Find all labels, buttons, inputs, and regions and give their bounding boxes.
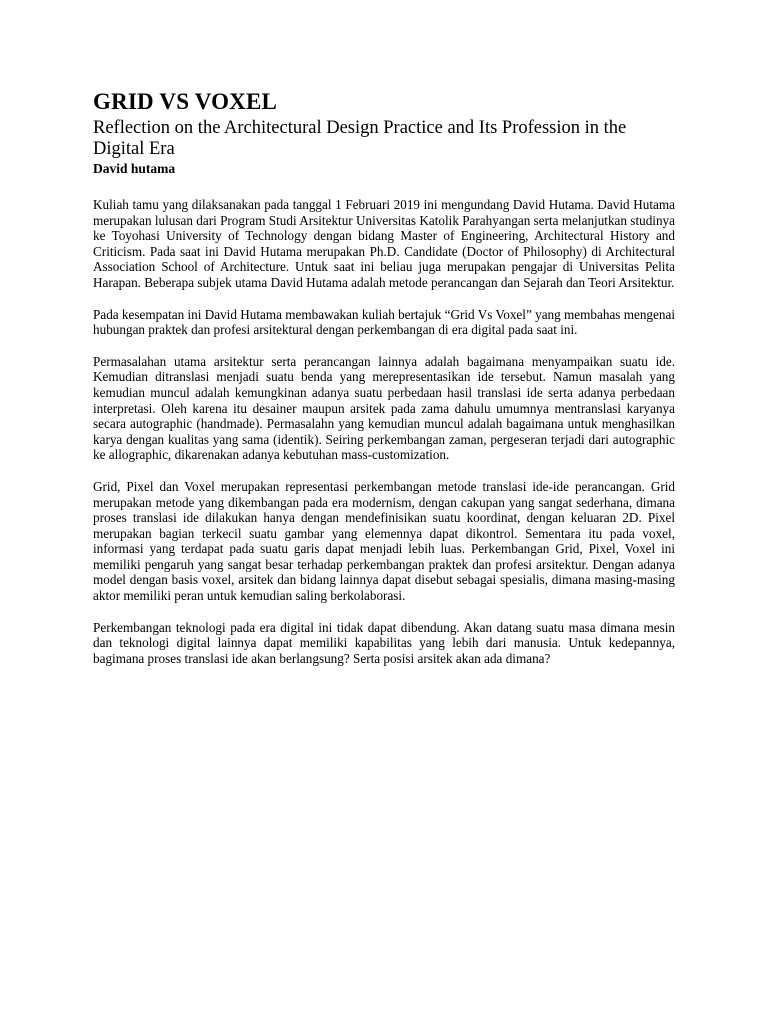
body-paragraph: Permasalahan utama arsitektur serta perancangan lainnya adalah bagaimana menyampaikan suatu ide. Kemudian ditranslasi menjadi suatu benda yang merepresentasikan ide tersebut. Namun masalah yang kemudian muncul adalah kemungkinan adanya suatu perbedaan hasil translasi ide serta adanya perbedaan interpretasi. Oleh karena itu desainer maupun arsitek pada zama dahulu umumnya mentranslasi karyanya secara autographic (handmade). Permasalahn yang kemudian muncul adalah bagaimana untuk menghasilkan karya dengan kualitas yang sama (identik). Seiring perkembangan zaman, pergeseran terjadi dari autographic ke allographic, dikarenakan adanya kebutuhan mass-customization. bbox=[93, 353, 675, 463]
body-paragraph: Perkembangan teknologi pada era digital ini tidak dapat dibendung. Akan datang suatu masa dimana mesin dan teknologi digital lainnya dapat memiliki kapabilitas yang lebih dari manusia. Untuk kedepannya, bagimana proses translasi ide akan berlangsung? Serta posisi arsitek akan ada dimana? bbox=[93, 619, 675, 666]
body-paragraph: Pada kesempatan ini David Hutama membawakan kuliah bertajuk “Grid Vs Voxel” yang membahas mengenai hubungan praktek dan profesi arsitektural dengan perkembangan di era digital pada saat ini. bbox=[93, 306, 675, 338]
document-body bbox=[93, 197, 675, 666]
document-subtitle: Reflection on the Architectural Design Practice and Its Profession in the Digital Era bbox=[93, 118, 627, 159]
document-author: David hutama bbox=[93, 161, 176, 176]
document-content bbox=[93, 88, 675, 682]
document-title: GRID VS VOXEL bbox=[93, 89, 278, 114]
body-paragraph: Grid, Pixel dan Voxel merupakan representasi perkembangan metode translasi ide-ide perancangan. Grid merupakan metode yang dikembangan pada era modernism, dengan cakupan yang sangat sederhana, dimana proses translasi ide dilakukan hanya dengan mendefinisikan suatu koordinat, dengan keluaran 2D. Pixel merupakan bagian terkecil suatu gambar yang elemennya dapat dikontrol. Sementara itu pada voxel, informasi yang terdapat pada suatu garis dapat menjadi lebih luas. Perkembangan Grid, Pixel, Voxel ini memiliki pengaruh yang sangat besar terhadap perkembangan praktek dan profesi arsitektur. Dengan adanya model dengan basis voxel, arsitek dan bidang lainnya dapat disebut sebagai spesialis, dimana masing-masing aktor memiliki peran untuk kemudian saling berkolaborasi. bbox=[93, 478, 675, 604]
body-paragraph: Kuliah tamu yang dilaksanakan pada tanggal 1 Februari 2019 ini mengundang David Hutama. David Hutama merupakan lulusan dari Program Studi Arsitektur Universitas Katolik Parahyangan serta melanjutkan studinya ke Toyohasi University of Technology dengan bidang Master of Engineering, Architectural History and Criticism. Pada saat ini David Hutama merupakan Ph.D. Candidate (Doctor of Philosophy) di Architectural Association School of Architecture. Untuk saat ini beliau juga merupakan pengajar di Universitas Pelita Harapan. Beberapa subjek utama David Hutama adalah metode perancangan dan Sejarah dan Teori Arsitektur. bbox=[93, 197, 675, 290]
